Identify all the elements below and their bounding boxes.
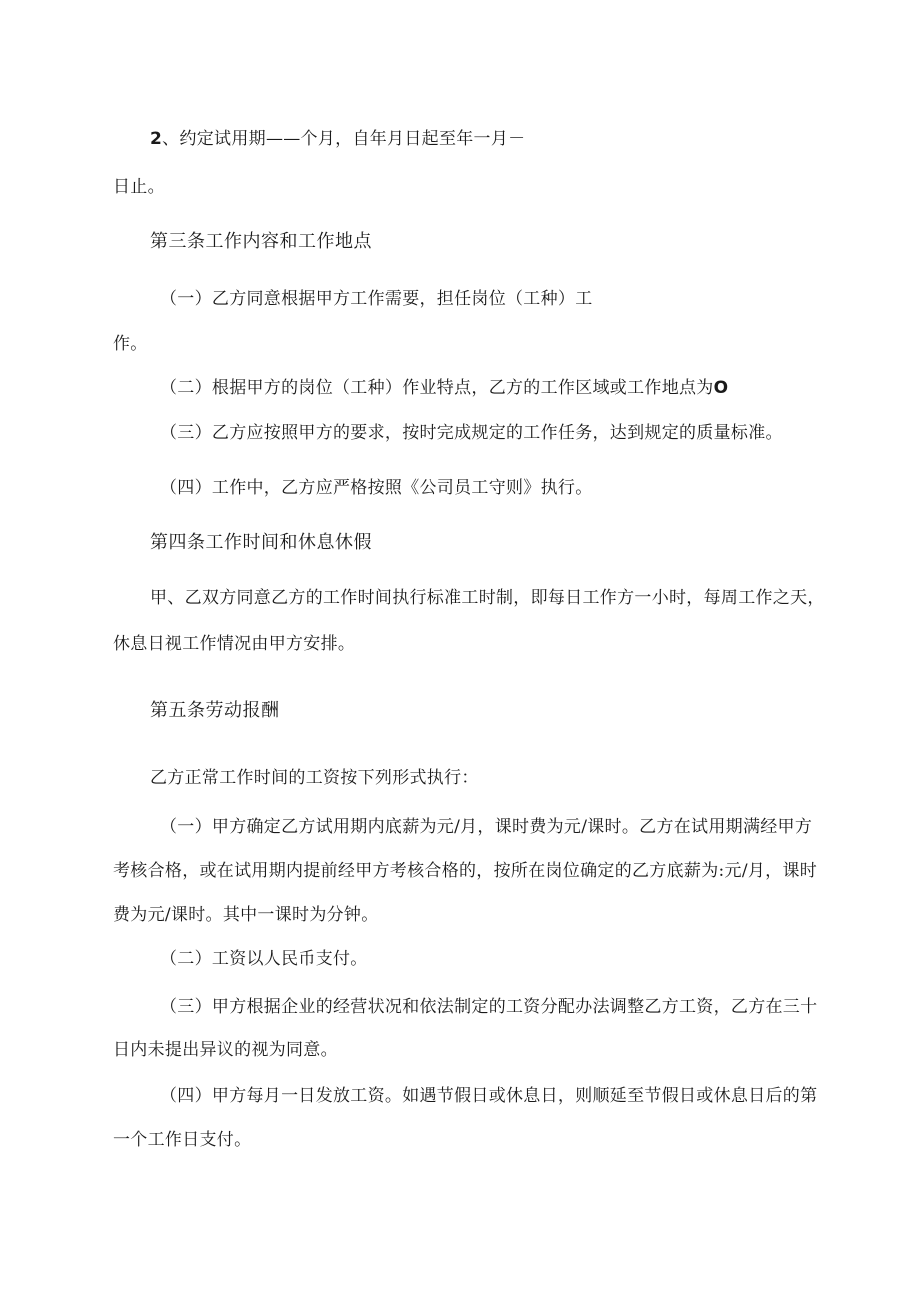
probation-number: 2 bbox=[150, 129, 163, 149]
article-5-item-1-line-1: （一）甲方确定乙方试用期内底薪为元/月，课时费为元/课时。乙方在试用期满经甲方 bbox=[160, 817, 813, 837]
article-3-item-1-line-1: （一）乙方同意根据甲方工作需要，担任岗位（工种）工 bbox=[160, 289, 593, 309]
article-3-item-2-end-mark: O bbox=[713, 378, 729, 398]
article-4-heading: 第四条工作时间和休息休假 bbox=[150, 532, 372, 553]
article-5-item-3-line-2: 日内未提出异议的视为同意。 bbox=[113, 1040, 338, 1060]
article-3-item-2: （二）根据甲方的岗位（工种）作业特点，乙方的工作区域或工作地点为O bbox=[160, 378, 729, 398]
article-3-item-3: （三）乙方应按照甲方的要求，按时完成规定的工作任务，达到规定的质量标准。 bbox=[160, 423, 783, 443]
probation-line-2: 日止。 bbox=[113, 177, 165, 197]
article-5-item-3-line-1: （三）甲方根据企业的经营状况和依法制定的工资分配办法调整乙方工资，乙方在三十 bbox=[160, 997, 818, 1017]
article-3-item-1-line-2: 作。 bbox=[113, 334, 148, 354]
article-4-para-line-2: 休息日视工作情况由甲方安排。 bbox=[113, 634, 356, 654]
probation-line-1: 2、约定试用期——个月，自年月日起至年一月－ bbox=[150, 129, 526, 149]
article-5-heading: 第五条劳动报酬 bbox=[150, 700, 280, 721]
article-3-heading: 第三条工作内容和工作地点 bbox=[150, 231, 372, 252]
article-5-item-4-line-2: 一个工作日支付。 bbox=[113, 1130, 252, 1150]
article-4-para-line-1: 甲、乙双方同意乙方的工作时间执行标准工时制，即每日工作方一小时，每周工作之天， bbox=[150, 588, 825, 608]
article-5-item-1-line-2: 考核合格，或在试用期内提前经甲方考核合格的，按所在岗位确定的乙方底薪为:元/月，课时 bbox=[113, 861, 818, 881]
article-5-item-1-line-3: 费为元/课时。其中一课时为分钟。 bbox=[113, 905, 379, 925]
article-5-intro: 乙方正常工作时间的工资按下列形式执行： bbox=[150, 768, 479, 788]
article-3-item-4: （四）工作中，乙方应严格按照《公司员工守则》执行。 bbox=[160, 478, 593, 498]
article-5-item-4-line-1: （四）甲方每月一日发放工资。如遇节假日或休息日，则顺延至节假日或休息日后的第 bbox=[160, 1086, 818, 1106]
article-5-item-2: （二）工资以人民币支付。 bbox=[160, 949, 368, 969]
